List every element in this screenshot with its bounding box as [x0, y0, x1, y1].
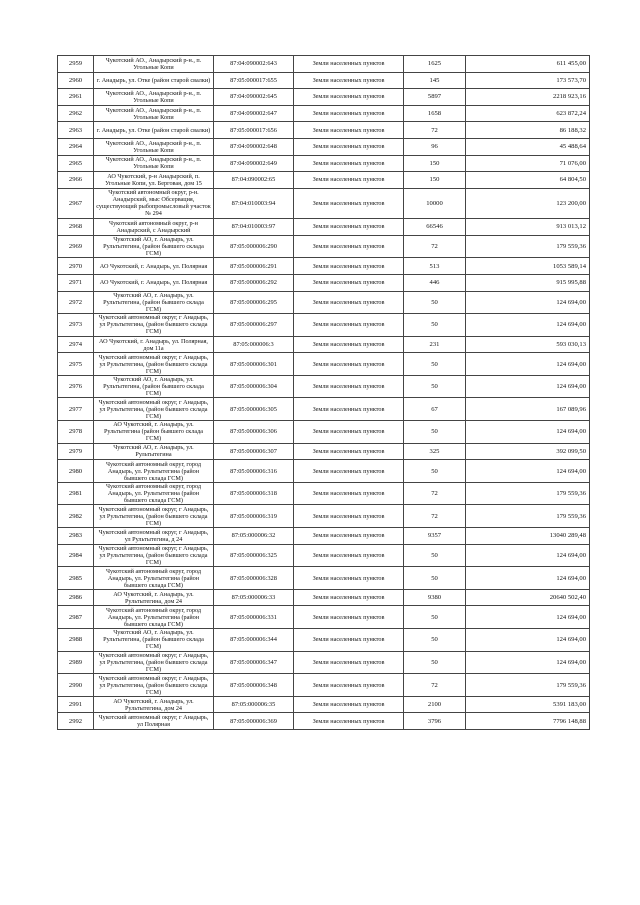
- cadastral-value: 2218 923,16: [466, 89, 590, 106]
- cadastral-number: 87:05:000006:328: [214, 567, 294, 590]
- land-category: Земли населенных пунктов: [294, 567, 404, 590]
- row-number: 2973: [58, 314, 94, 337]
- row-number: 2972: [58, 291, 94, 314]
- table-row: [58, 443, 590, 460]
- row-number: 2969: [58, 235, 94, 258]
- land-category: Земли населенных пунктов: [294, 258, 404, 275]
- plot-address: Чукотский АО, г. Анадырь, ул. Рультытегина, (район бывшего склада ГСМ): [94, 629, 214, 652]
- table-row: [58, 544, 590, 567]
- table-row: [58, 105, 590, 122]
- table-row: [58, 258, 590, 275]
- cadastral-number: 87:05:000006:304: [214, 375, 294, 398]
- plot-address: г. Анадырь, ул. Отке (район старой свалки): [94, 122, 214, 139]
- plot-area: 145: [404, 72, 466, 89]
- land-category: Земли населенных пунктов: [294, 314, 404, 337]
- cadastral-number: 87:05:000006:32: [214, 528, 294, 545]
- row-number: 2962: [58, 105, 94, 122]
- table-row: [58, 122, 590, 139]
- plot-address: Чукотский автономный округ, р-н Анадырский, с Анадырский: [94, 219, 214, 236]
- row-number: 2970: [58, 258, 94, 275]
- land-category: Земли населенных пунктов: [294, 443, 404, 460]
- plot-address: Чукотский АО, г. Анадырь, ул. Рультытегина: [94, 443, 214, 460]
- land-category: Земли населенных пунктов: [294, 482, 404, 505]
- cadastral-number: 87:04:090002:645: [214, 89, 294, 106]
- cadastral-value: 5391 183,00: [466, 696, 590, 713]
- plot-address: Чукотский автономный округ, город Анадырь, ул. Рультытегина (район бывшего склада ГСМ): [94, 460, 214, 483]
- table-row: [58, 460, 590, 483]
- land-category: Земли населенных пунктов: [294, 188, 404, 218]
- plot-address: Чукотский автономный округ, г Анадырь, ул Рультытегина, (район бывшего склада ГСМ): [94, 398, 214, 421]
- cadastral-value: 124 694,00: [466, 291, 590, 314]
- row-number: 2960: [58, 72, 94, 89]
- plot-address: Чукотский АО, г. Анадырь, ул. Рультытегина, (район бывшего склада ГСМ): [94, 291, 214, 314]
- cadastral-value: 45 488,64: [466, 138, 590, 155]
- plot-area: 66546: [404, 219, 466, 236]
- plot-address: Чукотский автономный округ, г Анадырь, ул Рультытегина, (район бывшего склада ГСМ): [94, 651, 214, 674]
- cadastral-number: 87:05:000006:307: [214, 443, 294, 460]
- plot-address: Чукотский автономный округ, г Анадырь, ул Рультытегина, (район бывшего склада ГСМ): [94, 505, 214, 528]
- cadastral-number: 87:05:000006:305: [214, 398, 294, 421]
- row-number: 2987: [58, 606, 94, 629]
- plot-area: 9357: [404, 528, 466, 545]
- cadastral-number: 87:04:090002:648: [214, 138, 294, 155]
- land-category: Земли населенных пунктов: [294, 528, 404, 545]
- plot-area: 5897: [404, 89, 466, 106]
- row-number: 2991: [58, 696, 94, 713]
- cadastral-number: 87:05:000006:3: [214, 336, 294, 353]
- table-row: [58, 291, 590, 314]
- row-number: 2971: [58, 274, 94, 291]
- cadastral-number: 87:04:090002:65: [214, 172, 294, 189]
- land-category: Земли населенных пунктов: [294, 72, 404, 89]
- plot-address: Чукотский автономный округ, г Анадырь, ул Полярная: [94, 713, 214, 730]
- plot-area: 50: [404, 314, 466, 337]
- land-category: Земли населенных пунктов: [294, 544, 404, 567]
- cadastral-value: 179 559,36: [466, 505, 590, 528]
- land-category: Земли населенных пунктов: [294, 398, 404, 421]
- row-number: 2992: [58, 713, 94, 730]
- plot-address: Чукотский автономный округ, г Анадырь, ул Рультытегина, (район бывшего склада ГСМ): [94, 353, 214, 376]
- plot-area: 1658: [404, 105, 466, 122]
- cadastral-value: 7796 148,88: [466, 713, 590, 730]
- plot-address: Чукотский автономный округ, г Анадырь, ул Рультытегина, (район бывшего склада ГСМ): [94, 314, 214, 337]
- cadastral-value: 179 559,36: [466, 235, 590, 258]
- cadastral-value: 123 200,00: [466, 188, 590, 218]
- cadastral-number: 87:05:000017:655: [214, 72, 294, 89]
- cadastral-value: 64 804,50: [466, 172, 590, 189]
- row-number: 2963: [58, 122, 94, 139]
- row-number: 2989: [58, 651, 94, 674]
- table-row: [58, 314, 590, 337]
- cadastral-value: 1053 589,14: [466, 258, 590, 275]
- cadastral-value: 124 694,00: [466, 629, 590, 652]
- cadastral-number: 87:05:000006:292: [214, 274, 294, 291]
- plot-address: Чукотский автономный округ, р-н. Анадырский, мыс Обсервация, существующий рыбопромысловый участок № 294: [94, 188, 214, 218]
- cadastral-value: 124 694,00: [466, 544, 590, 567]
- cadastral-value: 124 694,00: [466, 421, 590, 444]
- plot-address: Чукотский АО., Анадырский р-н., п. Угольные Копи: [94, 89, 214, 106]
- table-body: [58, 56, 590, 730]
- land-category: Земли населенных пунктов: [294, 713, 404, 730]
- row-number: 2990: [58, 674, 94, 697]
- plot-address: АО Чукотский, г. Анадырь, ул. Рультытегина, дом 24: [94, 696, 214, 713]
- plot-area: 50: [404, 291, 466, 314]
- cadastral-number: 87:05:000006:347: [214, 651, 294, 674]
- plot-address: АО Чукотский, г. Анадырь, ул. Полярная: [94, 258, 214, 275]
- land-category: Земли населенных пунктов: [294, 219, 404, 236]
- plot-address: АО Чукотский, г. Анадырь, ул. Полярная, дом 11а: [94, 336, 214, 353]
- cadastral-value: 124 694,00: [466, 460, 590, 483]
- cadastral-value: 86 188,32: [466, 122, 590, 139]
- cadastral-value: 392 099,50: [466, 443, 590, 460]
- table-row: [58, 674, 590, 697]
- plot-area: 50: [404, 421, 466, 444]
- table-row: [58, 56, 590, 73]
- plot-address: АО Чукотский, г. Анадырь, ул. Полярная: [94, 274, 214, 291]
- plot-area: 150: [404, 155, 466, 172]
- row-number: 2966: [58, 172, 94, 189]
- land-category: Земли населенных пунктов: [294, 606, 404, 629]
- plot-address: Чукотский АО., Анадырский р-н., п. Угольные Копи: [94, 155, 214, 172]
- land-category: Земли населенных пунктов: [294, 274, 404, 291]
- plot-area: 50: [404, 651, 466, 674]
- plot-address: АО Чукотский, г. Анадырь, ул. Рультытегина, дом 24: [94, 589, 214, 606]
- plot-address: Чукотский АО., Анадырский р-н., п. Угольные Копи: [94, 56, 214, 73]
- plot-address: г. Анадырь, ул. Отке (район старой свалки): [94, 72, 214, 89]
- table-row: [58, 155, 590, 172]
- table-row: [58, 188, 590, 218]
- cadastral-value: 179 559,36: [466, 674, 590, 697]
- plot-area: 72: [404, 674, 466, 697]
- land-category: Земли населенных пунктов: [294, 56, 404, 73]
- row-number: 2968: [58, 219, 94, 236]
- table-row: [58, 172, 590, 189]
- row-number: 2975: [58, 353, 94, 376]
- table-row: [58, 629, 590, 652]
- row-number: 2981: [58, 482, 94, 505]
- cadastral-value: 124 694,00: [466, 606, 590, 629]
- plot-area: 50: [404, 460, 466, 483]
- table-row: [58, 336, 590, 353]
- land-category: Земли населенных пунктов: [294, 138, 404, 155]
- plot-area: 446: [404, 274, 466, 291]
- cadastral-value: 124 694,00: [466, 375, 590, 398]
- table-row: [58, 482, 590, 505]
- cadastral-number: 87:05:000006:35: [214, 696, 294, 713]
- table-row: [58, 138, 590, 155]
- plot-area: 231: [404, 336, 466, 353]
- table-row: [58, 696, 590, 713]
- plot-address: Чукотский автономный округ, г Анадырь, ул Рультытегина, (район бывшего склада ГСМ): [94, 544, 214, 567]
- cadastral-value: 124 694,00: [466, 353, 590, 376]
- plot-address: Чукотский автономный округ, город Анадырь, ул. Рультытегина (район бывшего склада ГСМ): [94, 606, 214, 629]
- plot-area: 10000: [404, 188, 466, 218]
- plot-area: 50: [404, 353, 466, 376]
- land-category: Земли населенных пунктов: [294, 122, 404, 139]
- table-row: [58, 589, 590, 606]
- row-number: 2988: [58, 629, 94, 652]
- cadastral-number: 87:05:000006:290: [214, 235, 294, 258]
- table-row: [58, 421, 590, 444]
- table-row: [58, 235, 590, 258]
- row-number: 2985: [58, 567, 94, 590]
- cadastral-value: 173 573,70: [466, 72, 590, 89]
- plot-address: Чукотский автономный округ, город Анадырь, ул. Рультытегина (район бывшего склада ГСМ): [94, 567, 214, 590]
- cadastral-number: 87:05:000006:319: [214, 505, 294, 528]
- cadastral-number: 87:05:000006:344: [214, 629, 294, 652]
- cadastral-number: 87:04:090002:643: [214, 56, 294, 73]
- plot-address: Чукотский автономный округ, город Анадырь, ул. Рультытегина (район бывшего склада ГСМ): [94, 482, 214, 505]
- cadastral-number: 87:05:000006:33: [214, 589, 294, 606]
- plot-area: 325: [404, 443, 466, 460]
- plot-area: 50: [404, 375, 466, 398]
- cadastral-value: 915 995,88: [466, 274, 590, 291]
- cadastral-value: 13040 289,48: [466, 528, 590, 545]
- row-number: 2961: [58, 89, 94, 106]
- row-number: 2964: [58, 138, 94, 155]
- cadastral-number: 87:05:000006:295: [214, 291, 294, 314]
- land-category: Земли населенных пунктов: [294, 336, 404, 353]
- table-row: [58, 713, 590, 730]
- plot-area: 72: [404, 505, 466, 528]
- row-number: 2978: [58, 421, 94, 444]
- cadastral-value: 124 694,00: [466, 651, 590, 674]
- row-number: 2959: [58, 56, 94, 73]
- cadastral-number: 87:05:000006:291: [214, 258, 294, 275]
- cadastral-value: 71 076,00: [466, 155, 590, 172]
- land-category: Земли населенных пунктов: [294, 651, 404, 674]
- cadastral-value: 20640 502,40: [466, 589, 590, 606]
- land-category: Земли населенных пунктов: [294, 105, 404, 122]
- cadastral-number: 87:05:000006:318: [214, 482, 294, 505]
- land-category: Земли населенных пунктов: [294, 172, 404, 189]
- plot-area: 72: [404, 122, 466, 139]
- cadastral-value: 623 872,24: [466, 105, 590, 122]
- plot-area: 72: [404, 235, 466, 258]
- land-category: Земли населенных пунктов: [294, 375, 404, 398]
- row-number: 2983: [58, 528, 94, 545]
- table-row: [58, 505, 590, 528]
- plot-area: 50: [404, 606, 466, 629]
- land-category: Земли населенных пунктов: [294, 505, 404, 528]
- table-row: [58, 528, 590, 545]
- cadastral-number: 87:04:090002:647: [214, 105, 294, 122]
- cadastral-number: 87:05:000006:369: [214, 713, 294, 730]
- cadastral-number: 87:04:090002:649: [214, 155, 294, 172]
- cadastral-number: 87:05:000006:297: [214, 314, 294, 337]
- table-row: [58, 353, 590, 376]
- land-plots-table: [57, 55, 590, 730]
- land-category: Земли населенных пунктов: [294, 155, 404, 172]
- plot-area: 150: [404, 172, 466, 189]
- land-category: Земли населенных пунктов: [294, 291, 404, 314]
- row-number: 2982: [58, 505, 94, 528]
- plot-area: 2100: [404, 696, 466, 713]
- land-category: Земли населенных пунктов: [294, 589, 404, 606]
- land-category: Земли населенных пунктов: [294, 460, 404, 483]
- row-number: 2967: [58, 188, 94, 218]
- row-number: 2979: [58, 443, 94, 460]
- cadastral-value: 179 559,36: [466, 482, 590, 505]
- row-number: 2986: [58, 589, 94, 606]
- plot-area: 50: [404, 567, 466, 590]
- land-category: Земли населенных пунктов: [294, 674, 404, 697]
- row-number: 2965: [58, 155, 94, 172]
- plot-area: 1625: [404, 56, 466, 73]
- table-row: [58, 375, 590, 398]
- plot-address: Чукотский АО., Анадырский р-н., п. Угольные Копи: [94, 138, 214, 155]
- plot-address: Чукотский АО, г. Анадырь, ул. Рультытегина, (район бывшего склада ГСМ): [94, 235, 214, 258]
- row-number: 2977: [58, 398, 94, 421]
- cadastral-value: 913 013,12: [466, 219, 590, 236]
- table-row: [58, 72, 590, 89]
- plot-area: 96: [404, 138, 466, 155]
- cadastral-number: 87:05:000006:348: [214, 674, 294, 697]
- table-row: [58, 89, 590, 106]
- plot-area: 513: [404, 258, 466, 275]
- plot-area: 3796: [404, 713, 466, 730]
- plot-area: 50: [404, 544, 466, 567]
- row-number: 2974: [58, 336, 94, 353]
- cadastral-value: 124 694,00: [466, 314, 590, 337]
- table-row: [58, 606, 590, 629]
- cadastral-number: 87:05:000017:656: [214, 122, 294, 139]
- cadastral-value: 167 089,96: [466, 398, 590, 421]
- cadastral-number: 87:05:000006:331: [214, 606, 294, 629]
- plot-area: 67: [404, 398, 466, 421]
- plot-area: 50: [404, 629, 466, 652]
- land-category: Земли населенных пунктов: [294, 421, 404, 444]
- table-row: [58, 274, 590, 291]
- row-number: 2984: [58, 544, 94, 567]
- plot-address: АО Чукотский, г. Анадырь, ул. Рультытегина (район бывшего склада ГСМ): [94, 421, 214, 444]
- plot-area: 9380: [404, 589, 466, 606]
- land-category: Земли населенных пунктов: [294, 353, 404, 376]
- land-category: Земли населенных пунктов: [294, 235, 404, 258]
- cadastral-value: 124 694,00: [466, 567, 590, 590]
- table-row: [58, 651, 590, 674]
- land-category: Земли населенных пунктов: [294, 629, 404, 652]
- plot-area: 72: [404, 482, 466, 505]
- plot-address: Чукотский АО, г. Анадырь, ул. Рультытегина, (район бывшего склада ГСМ): [94, 375, 214, 398]
- table-row: [58, 219, 590, 236]
- plot-address: АО Чукотский, р-н Анадырский, п. Угольные Копи, ул. Берговая, дом 15: [94, 172, 214, 189]
- cadastral-number: 87:05:000006:316: [214, 460, 294, 483]
- row-number: 2980: [58, 460, 94, 483]
- cadastral-number: 87:05:000006:301: [214, 353, 294, 376]
- cadastral-value: 611 455,00: [466, 56, 590, 73]
- plot-address: Чукотский автономный округ, г Анадырь, ул Рультытегина, (район бывшего склада ГСМ): [94, 674, 214, 697]
- cadastral-value: 593 030,13: [466, 336, 590, 353]
- land-category: Земли населенных пунктов: [294, 696, 404, 713]
- table-row: [58, 398, 590, 421]
- row-number: 2976: [58, 375, 94, 398]
- plot-address: Чукотский АО., Анадырский р-н., п. Угольные Копи: [94, 105, 214, 122]
- table-row: [58, 567, 590, 590]
- cadastral-number: 87:05:000006:306: [214, 421, 294, 444]
- cadastral-number: 87:04:010003:97: [214, 219, 294, 236]
- cadastral-number: 87:05:000006:325: [214, 544, 294, 567]
- land-category: Земли населенных пунктов: [294, 89, 404, 106]
- cadastral-number: 87:04:010003:94: [214, 188, 294, 218]
- plot-address: Чукотский автономный округ, г Анадырь, ул Рультытегина, д 24: [94, 528, 214, 545]
